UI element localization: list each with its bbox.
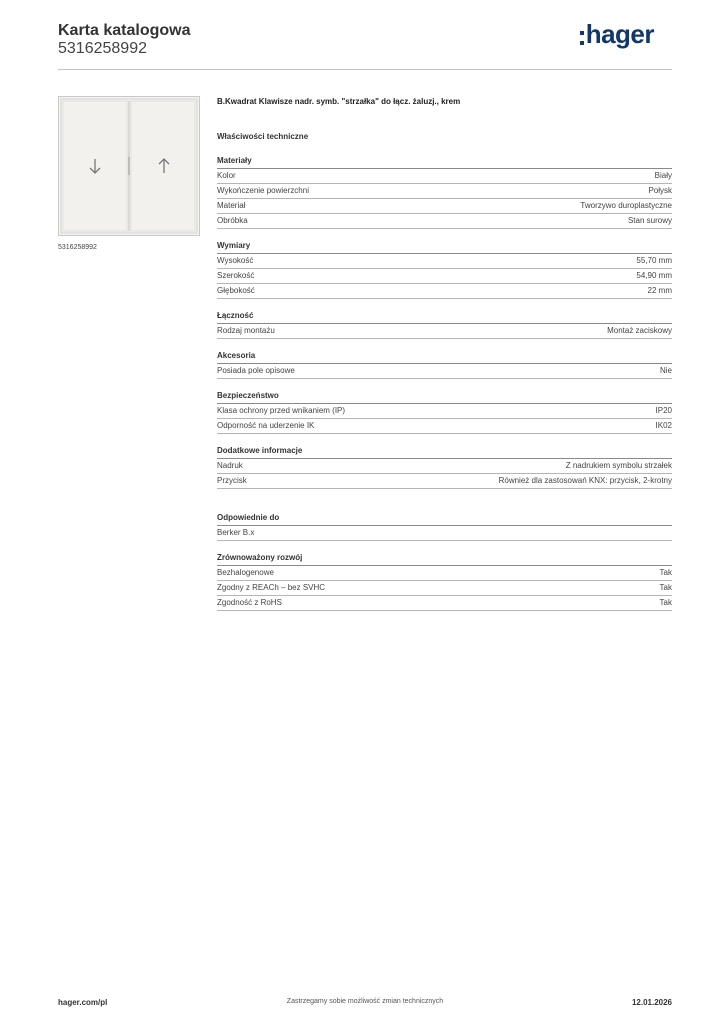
section-materials — [217, 153, 672, 229]
document-title: Karta katalogowa — [58, 22, 191, 39]
property-label: Posiada pole opisowe — [217, 366, 295, 375]
property-value: Tak — [659, 583, 672, 592]
section-title: Łączność — [217, 308, 672, 324]
property-label: Materiał — [217, 201, 246, 210]
logo-text: hager — [585, 18, 654, 49]
property-value: Również dla zastosowań KNX: przycisk, 2-krotny — [498, 476, 672, 485]
property-row — [217, 184, 672, 199]
property-row — [217, 596, 672, 611]
product-description: B.Kwadrat Klawisze nadr. symb. "strzałka" do łącz. żaluzj., krem — [217, 97, 461, 106]
section-safety — [217, 388, 672, 434]
property-value: Montaż zaciskowy — [607, 326, 672, 335]
section-dimensions — [217, 238, 672, 299]
property-label: Klasa ochrony przed wnikaniem (IP) — [217, 406, 346, 415]
property-label: Wysokość — [217, 256, 254, 265]
property-row — [217, 284, 672, 299]
property-value: 55,70 mm — [636, 256, 672, 265]
property-label: Wykończenie powierzchni — [217, 186, 309, 195]
property-label: Zgodny z REACh – bez SVHC — [217, 583, 326, 592]
product-illustration — [59, 97, 199, 235]
document-number: 5316258992 — [58, 40, 147, 57]
property-value: Tworzywo duroplastyczne — [580, 201, 672, 210]
property-label: Kolor — [217, 171, 236, 180]
property-row — [217, 364, 672, 379]
property-label: Przycisk — [217, 476, 247, 485]
property-label: Obróbka — [217, 216, 248, 225]
section-suitable-for — [217, 510, 672, 541]
property-value: Połysk — [648, 186, 672, 195]
property-value: Z nadrukiem symbolu strzałek — [565, 461, 672, 470]
section-title: Bezpieczeństwo — [217, 388, 672, 404]
property-label: Nadruk — [217, 461, 243, 470]
section-title: Odpowiednie do — [217, 510, 672, 526]
section-additional-info — [217, 443, 672, 489]
section-title: Dodatkowe informacje — [217, 443, 672, 459]
property-row — [217, 404, 672, 419]
page-footer — [58, 998, 672, 1010]
property-value: Tak — [659, 598, 672, 607]
property-row — [217, 526, 672, 541]
section-title: Wymiary — [217, 238, 672, 254]
property-row — [217, 419, 672, 434]
page-header — [58, 20, 672, 70]
property-row — [217, 269, 672, 284]
property-value: 22 mm — [647, 286, 672, 295]
property-label: Szerokość — [217, 271, 255, 280]
property-value: 54,90 mm — [636, 271, 672, 280]
technical-properties-heading: Właściwości techniczne — [217, 132, 309, 141]
property-row — [217, 199, 672, 214]
section-connectivity — [217, 308, 672, 339]
property-row — [217, 581, 672, 596]
property-label: Odporność na uderzenie IK — [217, 421, 315, 430]
property-value: IK02 — [655, 421, 672, 430]
property-row — [217, 324, 672, 339]
property-value: Tak — [659, 568, 672, 577]
property-label: Bezhalogenowe — [217, 568, 274, 577]
logo-dots — [580, 31, 584, 45]
section-title: Akcesoria — [217, 348, 672, 364]
property-value: Nie — [659, 366, 672, 375]
property-row — [217, 169, 672, 184]
product-details — [217, 96, 672, 611]
footer-disclaimer: Zastrzegamy sobie możliwość zmian technicznych — [286, 998, 444, 1005]
property-label: Rodzaj montażu — [217, 326, 275, 335]
footer-website-link[interactable]: hager.com/pl — [58, 998, 108, 1007]
property-row — [217, 566, 672, 581]
property-value: IP20 — [655, 406, 672, 415]
property-row — [217, 474, 672, 489]
property-row — [217, 254, 672, 269]
section-title: Zrównoważony rozwój — [217, 550, 672, 566]
property-label: Głębokość — [217, 286, 255, 295]
property-label: Berker B.x — [217, 528, 255, 537]
section-accessories — [217, 348, 672, 379]
product-image — [58, 96, 200, 236]
property-value: Stan surowy — [627, 216, 672, 225]
section-title: Materiały — [217, 153, 672, 169]
property-row — [217, 459, 672, 474]
property-row — [217, 214, 672, 229]
hager-logo — [580, 20, 654, 48]
property-label: Zgodność z RoHS — [217, 598, 282, 607]
property-value: Biały — [654, 171, 672, 180]
section-sustainability — [217, 550, 672, 611]
image-caption: 5316258992 — [58, 244, 97, 251]
footer-date: 12.01.2026 — [631, 998, 672, 1007]
